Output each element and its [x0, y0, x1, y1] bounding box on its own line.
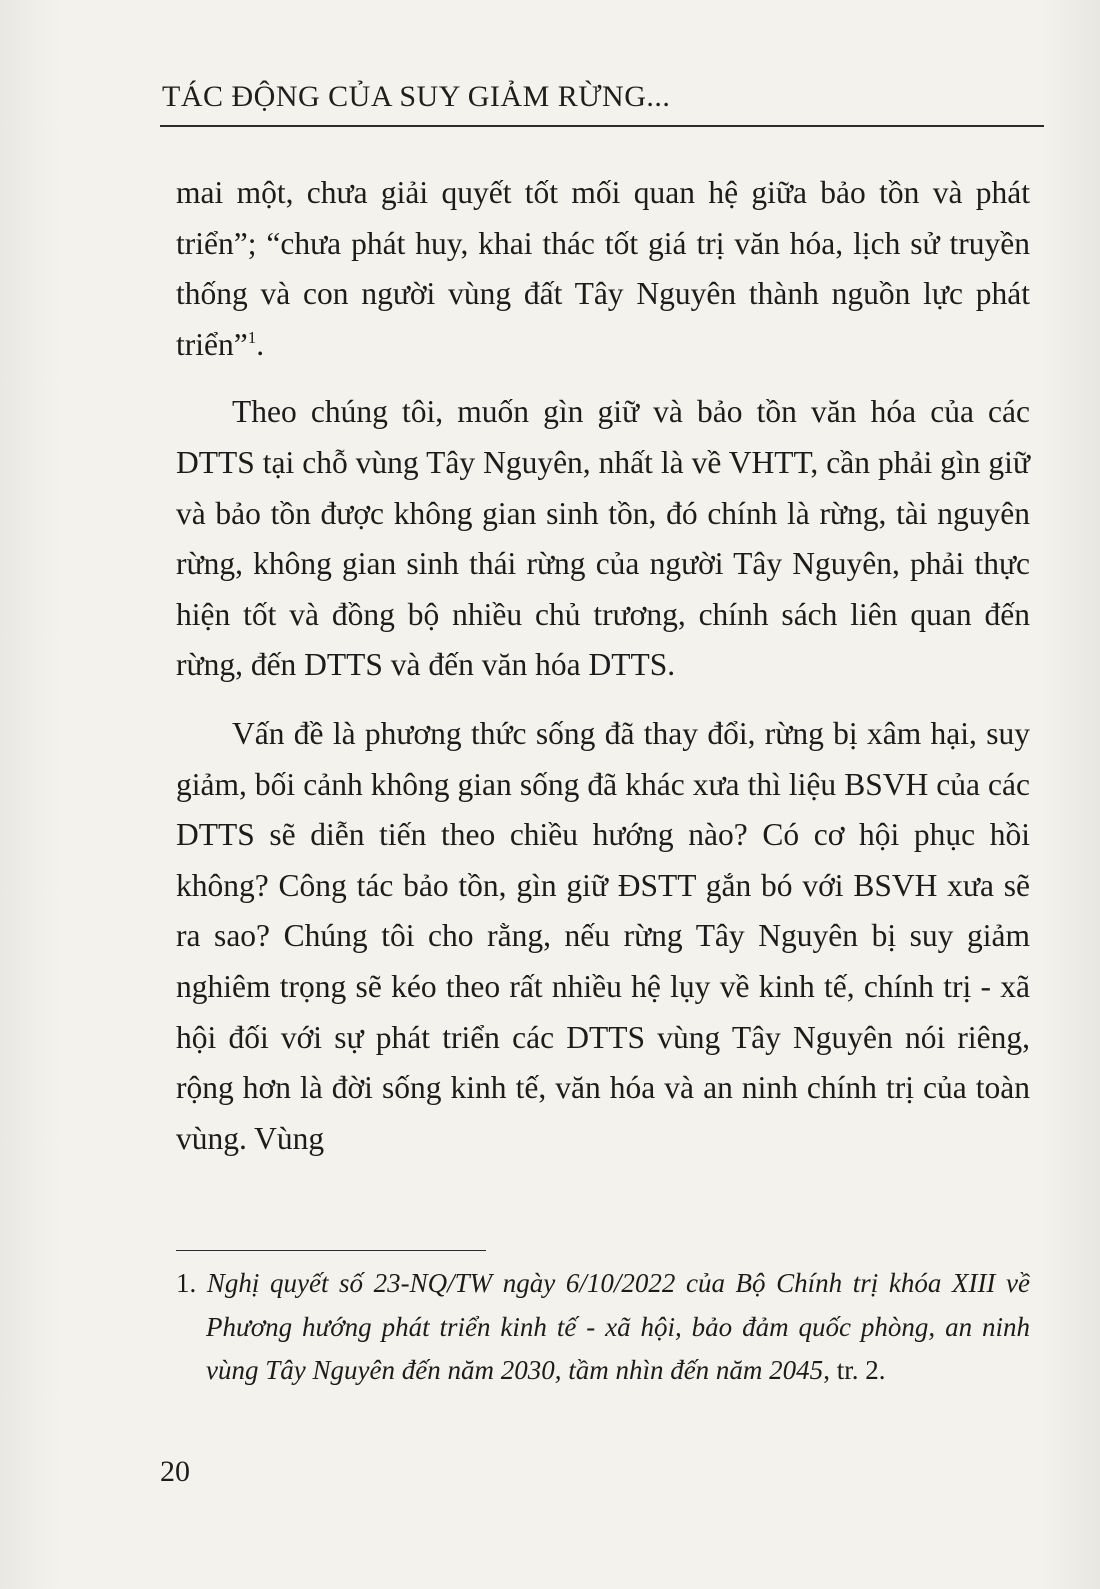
running-header: TÁC ĐỘNG CỦA SUY GIẢM RỪNG...	[162, 80, 671, 113]
paragraph-1-end: .	[256, 326, 265, 362]
body-text	[176, 168, 1030, 1164]
footnote-rule	[176, 1250, 486, 1251]
footnote	[176, 1262, 1030, 1393]
footnote-number: 1.	[176, 1268, 197, 1298]
paragraph-1-text: mai một, chưa giải quyết tốt mối quan hệ giữa bảo tồn và phát triển”; “chưa phát huy, khai thác tốt giá trị văn hóa, lịch sử truyền thống và con người vùng đất Tây Nguyên thành nguồn lực phát triển”	[176, 175, 1030, 362]
header-rule	[160, 125, 1044, 127]
footnote-reference[interactable]: 1	[247, 327, 257, 347]
footnote-citation: Nghị quyết số 23-NQ/TW ngày 6/10/2022 của Bộ Chính trị khóa XIII về Phương hướng phát triển kinh tế - xã hội, bảo đảm quốc phòng, an ninh vùng Tây Nguyên đến năm 2030, tầm nhìn đến năm 2045	[206, 1268, 1030, 1385]
footnote-page-ref: , tr. 2.	[823, 1355, 886, 1385]
paragraph-1	[176, 168, 1030, 370]
page-number: 20	[160, 1455, 190, 1488]
paragraph-3: Vấn đề là phương thức sống đã thay đổi, rừng bị xâm hại, suy giảm, bối cảnh không gian sống đã khác xưa thì liệu BSVH của các DTTS sẽ diễn tiến theo chiều hướng nào? Có cơ hội phục hồi không? Công tác bảo tồn, gìn giữ ĐSTT gắn bó với BSVH xưa sẽ ra sao? Chúng tôi cho rằng, nếu rừng Tây Nguyên bị suy giảm nghiêm trọng sẽ kéo theo rất nhiều hệ lụy về kinh tế, chính trị - xã hội đối với sự phát triển các DTTS vùng Tây Nguyên nói riêng, rộng hơn là đời sống kinh tế, văn hóa và an ninh chính trị của toàn vùng. Vùng	[176, 715, 1030, 1156]
footnote-1	[176, 1262, 1030, 1393]
paragraph-2: Theo chúng tôi, muốn gìn giữ và bảo tồn văn hóa của các DTTS tại chỗ vùng Tây Nguyên, nhất là về VHTT, cần phải gìn giữ và bảo tồn được không gian sinh tồn, đó chính là rừng, tài nguyên rừng, không gian sinh thái rừng của người Tây Nguyên, phải thực hiện tốt và đồng bộ nhiều chủ trương, chính sách liên quan đến rừng, đến DTTS và đến văn hóa DTTS.	[176, 394, 1030, 683]
